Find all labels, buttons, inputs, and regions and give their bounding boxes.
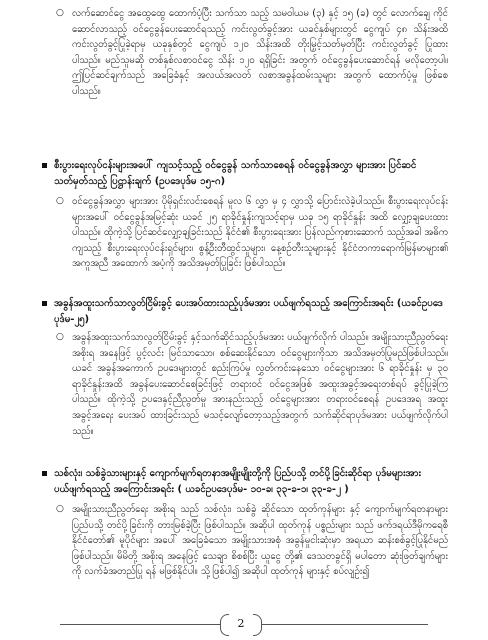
section-heading (54, 158, 450, 190)
paragraph-text: ဝင်ငွေခွန်အလွှာ များအား ပိုမိုရှင်းလင်းစေရန် မူလ ၆ လွှာ မှ ၄ လွှာသို့ ပြောင်းလဲခဲ့ပါသည်။ စီးပွားရေးလုပ်ငန်းများအပေါ် ဝင်ငွေခွန်အမြင့်ဆုံး ယခင် ၂၅ ရာခိုင်နှုန်းကျသင့်ရာမှ ယခု ၁၅ ရာခိုင်နှုန်း အထိ လျှော့ချပေးထားပါသည်။ ထိုကဲ့သို့ ပြင်ဆင်လျှော့ချခြင်းသည် နိုင်ငံ၏ စီးပွားရေးအား ပြန်လည်ကုစားဆောက် သည့်အခါ အဓိကကျသည့် စီးပွားရေးလုပ်ငန်းရှင်များ၊ စွန့်ဦးတီထွင်သူများ၊ နေ့စဉ်တီးသူများနှင့် နိုင်ငံတကာရောက်မြန်မာများ၏ အကူအညီ အထောက် အပံ့ကို အသိအမှတ်ပြုခြင်း ဖြစ်ပါသည်။ (72, 196, 448, 270)
square-bullet-icon (42, 301, 47, 306)
paragraph-text: အမျိုးသားညီညွတ်ရေး အစိုးရ သည် သစ်လုံး၊ သစ်ခွဲ ဆိုင်သော ထုတ်ကုန်များ နှင့် ကျောက်မျက်ရတနာများ ပြည်ပသို့ တင်ပို့ခြင်းကို တားမြစ်ခဲ့ပြီး ဖြစ်ပါသည်။ အဆိုပါ ထုတ်ကုန် ပစ္စည်းများ သည် ဖက်ဒရယ်ဒီမိုကရေစီ နိုင်ငံတော်၏ မူပိုင်များ အပေါ် အခြေခံသော အမျိုးသားအစုံ အခွန်မှုငါးဆုံးမှာ အရယာ ဆန်းစစ်ခွင့်ပြုနိုင်မည် ဖြစ်ပါသည်။ မိမိတို့ အစိုးရ အနေဖြင့် သေချာ စိစစ်ပြီး ယူငွေ တို့၏ ဒေသတခွင်ရှိ မပါတော ဆုံးဖြတ်ချက်များကို လက်ခံအတည်ပြု ရန် မဖြစ်နိုင်ပါ။ သို့ဖြစ်ပါ၍ အဆိုပါ ထုတ်ကုန် များနှင့် စပ်လျဉ်း၍ (72, 504, 448, 578)
paragraph (72, 502, 448, 580)
section-heading-text: သစ်လုံး၊ သစ်ခွဲသားများနှင့် ကျောက်မျက်ရတနာအမျိုးမျိုးတို့ကို ပြည်ပသို့ တင်ပို့ခြင်းဆိုင်ရာ ပုဒ်မများအား ပယ်ဖျက်ရသည့် အကြောင်းအရင်း ( ယခင်ဥပဒေပုဒ်မ- ၁၀-ခ၊ ၃၃-ခ-၁၊ ၃၃-ခ-၂ ) (54, 468, 422, 495)
section-heading (54, 466, 450, 498)
sub-bullet: ○ (56, 196, 64, 206)
paragraph-text: လက်ဆောင်ငွေ အထွေထွေ ထောက်ပံ့ပြီး သက်သာ သည့် သမဝါယမ (၃) နှင့် ၁၅ (ခ) တွင် လောက်ချေ ကိုင်ဆောင်လာသည့် ဝင်ငွေခွန်ပေးဆောင်ရသည့် ကင်းလွတ်ခွင့်အား ယခင်နှစ်များတွင် ငွေကျပ် ၄၈ သိန်းအထိ ကင်းလွတ်ခွင့်ပြုခဲ့ရာမှ ယခုနှစ်တွင် ငွေကျပ် ၁၂၀ သိန်းအထိ တိုးမြှင့်သတ်မှတ်ပြီး ကင်းလွတ်ခွင့် ပြုထားပါသည်။ မည်သူမဆို တစ်နှစ်လစာဝင်ငွေ သိန်း ၁၂၀ ရရှိခြင်း အတွက် ဝင်ငွေခွန်ပေးဆောင်ရန် မလိုတော့ပါ။ ဤပြင်ဆင်ချက်သည် အခြေခံနှင့် အလယ်အလတ် လစာအခွန်ထမ်းသူများ အတွက် ထောက်ပံ့မှု ဖြစ်စေပါသည်။ (72, 8, 448, 97)
square-bullet-icon (42, 471, 47, 476)
sub-bullet: ○ (56, 504, 64, 514)
paragraph-text: အခွန်အထူးသက်သာလွတ်ငြိမ်းခွင့် နှင့်သက်ဆိုင်သည့်ပုဒ်မအား ပယ်ဖျက်လိုက် ပါသည်။ အမျိုးသားညီညွတ်ရေး အစိုးရ အနေဖြင့် ပွင့်လင်း မြင်သာသော၊ စစ်ဆေးနိုင်သော ဝင်ငွေများကိုသာ အသိအမှတ်ပြုမည်ဖြစ်ပါသည်။ ယခင် အခွန်အကောက် ဥပဒေများတွင် စည်းကြပ်မှု လွှတ်ကင်းနေသော ဝင်ငွေများအား ၆ ရာခိုင်နှုန်း မှ ၃၀ ရာခိုင်နှုန်းအထိ အခွန်ပေးဆောင်စေခြင်းဖြင့် တရားဝင် ဝင်ငွေအဖြစ် အထူးအခွင့်အရေးတစ်ရပ် ခွင့်ပြုခဲ့ကြပါသည်။ ထိုကဲ့သို့ ဥပဒေနှင့်ညီညွတ်မှု အားနည်းသည့် ဝင်ငွေများအား တရားဝင်စေရန် ဥပဒေအရ အထူး အခွင့်အရေး ပေးအပ် ထားခြင်းသည် မသင့်လျော်တော့သည့်အတွက် သက်ဆိုင်ရာပုဒ်မအား ပယ်ဖျက်လိုက်ပါသည်။ (72, 332, 448, 437)
footer-rule-left (60, 624, 220, 625)
footer-rule-right (262, 624, 428, 625)
section-heading-text: အခွန်အထူးသက်သာလွတ်ငြိမ်းခွင့် ပေးအပ်ထားသည့်ပုဒ်မအား ပယ်ဖျက်ရသည့် အကြောင်းအရင်း (ယခင်ဥပဒေ ပုဒ်မ-၂၅) (54, 298, 443, 325)
square-bullet-icon (42, 163, 47, 168)
sub-bullet: ○ (56, 8, 64, 18)
page-number: 2 (220, 612, 262, 636)
page-footer (0, 610, 488, 640)
sub-bullet: ○ (56, 332, 64, 342)
section-heading (54, 296, 450, 328)
section-heading-text: စီးပွားရေးလုပ်ငန်းများအပေါ် ကျသင့်သည့် ဝင်ငွေခွန် သက်သာစေရန် ဝင်ငွေခွန်အလွှာ များအား ပြင်ဆင်သတ်မှတ်သည့် ပြဋ္ဌာန်းချက် (ဥပဒေပုဒ်မ ၁၅-ဂ) (54, 160, 417, 187)
paragraph (72, 194, 448, 272)
paragraph (72, 330, 448, 439)
paragraph (72, 6, 448, 100)
